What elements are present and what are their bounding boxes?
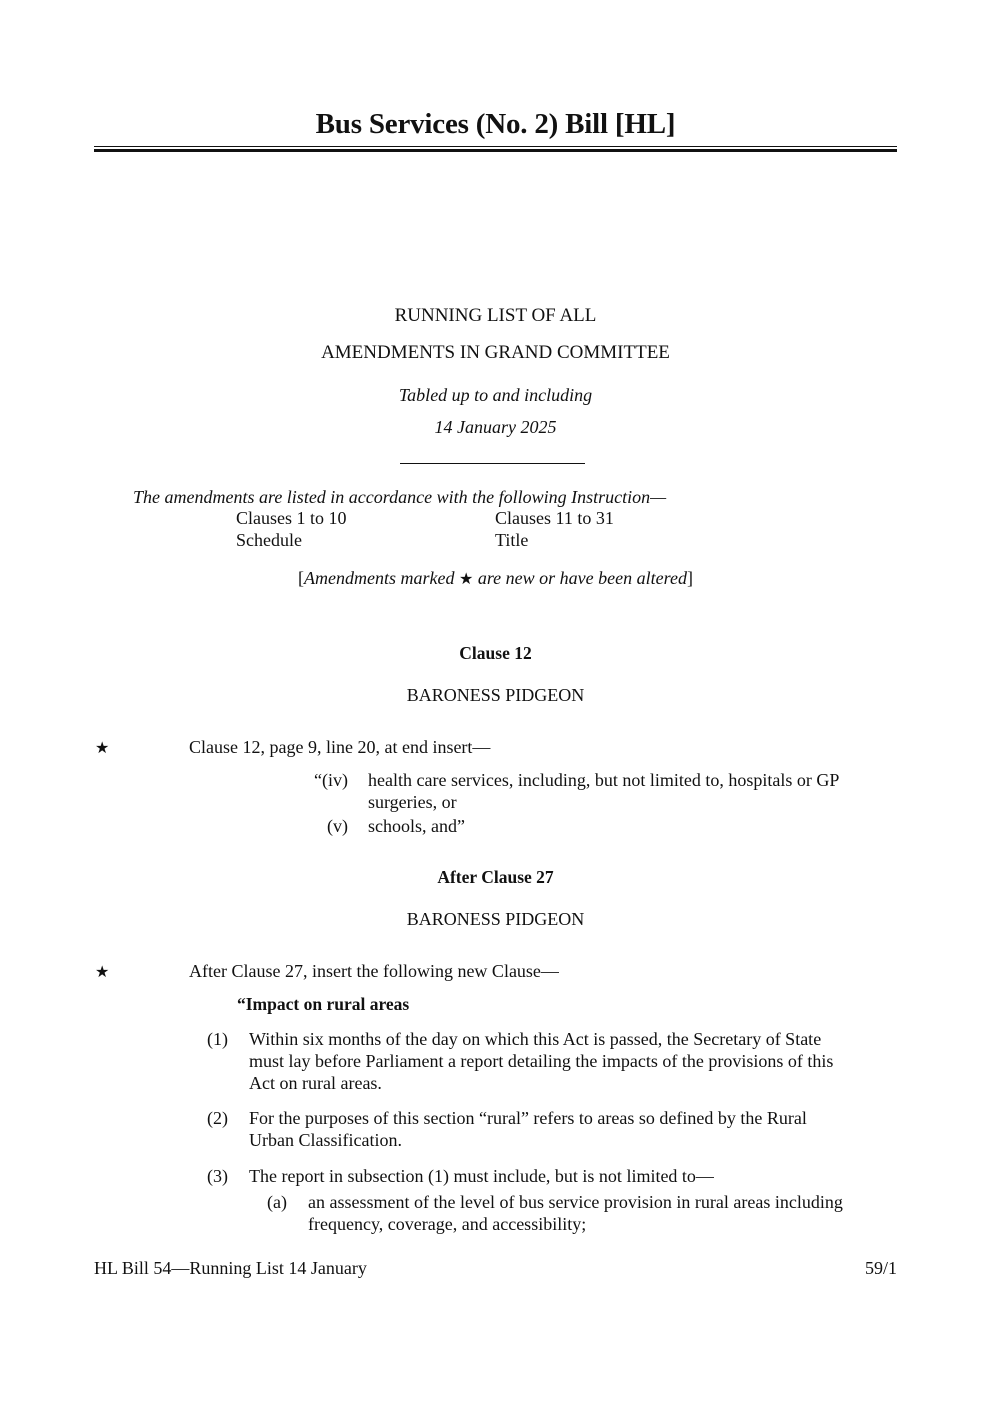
new-clause-title: “Impact on rural areas [237, 994, 410, 1014]
new-amendment-star-icon: ★ [95, 738, 110, 757]
item-text: surgeries, or [368, 792, 457, 812]
amendment-instruction: After Clause 27, insert the following new Clause— [189, 961, 559, 981]
star-icon: ★ [459, 571, 474, 588]
tabled-line-1: Tabled up to and including [398, 385, 593, 405]
subsection-text: must lay before Parliament a report detailing the impacts of the provisions of this [249, 1051, 834, 1071]
item-text: health care services, including, but not limited to, hospitals or GP [368, 770, 840, 790]
subsection-number: (2) [207, 1108, 228, 1128]
item-number: “(iv) [314, 770, 348, 790]
heading-line-1: RUNNING LIST OF ALL [394, 305, 597, 326]
instruction-item: Schedule [236, 530, 302, 550]
title-rule-thick [94, 149, 897, 152]
section-heading: Clause 12 [459, 643, 532, 663]
amendment-instruction: Clause 12, page 9, line 20, at end insert— [189, 737, 491, 757]
member-name: BARONESS PIDGEON [406, 909, 585, 929]
member-name: BARONESS PIDGEON [406, 685, 585, 705]
footer-page-number: 59/1 [864, 1258, 897, 1278]
section-heading: After Clause 27 [437, 867, 554, 887]
subsection-number: (1) [207, 1029, 228, 1049]
paragraph-text: an assessment of the level of bus service provision in rural areas including [308, 1192, 843, 1212]
item-text: schools, and” [368, 816, 465, 836]
item-number: (v) [327, 816, 348, 836]
paragraph-number: (a) [267, 1192, 287, 1212]
instruction-intro: The amendments are listed in accordance with the following Instruction— [133, 487, 667, 507]
subsection-text: The report in subsection (1) must include, but is not limited to— [249, 1166, 714, 1186]
subsection-text: Act on rural areas. [249, 1073, 382, 1093]
heading-line-2: AMENDMENTS IN GRAND COMMITTEE [321, 342, 670, 363]
footer-bill-reference: HL Bill 54—Running List 14 January [94, 1258, 367, 1278]
subsection-text: Urban Classification. [249, 1130, 402, 1150]
heading-separator [400, 463, 585, 464]
instruction-item: Title [495, 530, 529, 550]
instruction-item: Clauses 11 to 31 [495, 508, 614, 528]
subsection-text: For the purposes of this section “rural” refers to areas so defined by the Rural [249, 1108, 807, 1128]
paragraph-text: frequency, coverage, and accessibility; [308, 1214, 587, 1234]
title-rule-thin [94, 146, 897, 147]
subsection-number: (3) [207, 1166, 228, 1186]
star-note: [Amendments marked ★ are new or have been altered] [298, 568, 693, 588]
instruction-item: Clauses 1 to 10 [236, 508, 347, 528]
subsection-text: Within six months of the day on which this Act is passed, the Secretary of State [249, 1029, 822, 1049]
new-amendment-star-icon: ★ [95, 962, 110, 981]
bill-title: Bus Services (No. 2) Bill [HL] [315, 108, 676, 140]
tabled-date: 14 January 2025 [434, 417, 557, 437]
